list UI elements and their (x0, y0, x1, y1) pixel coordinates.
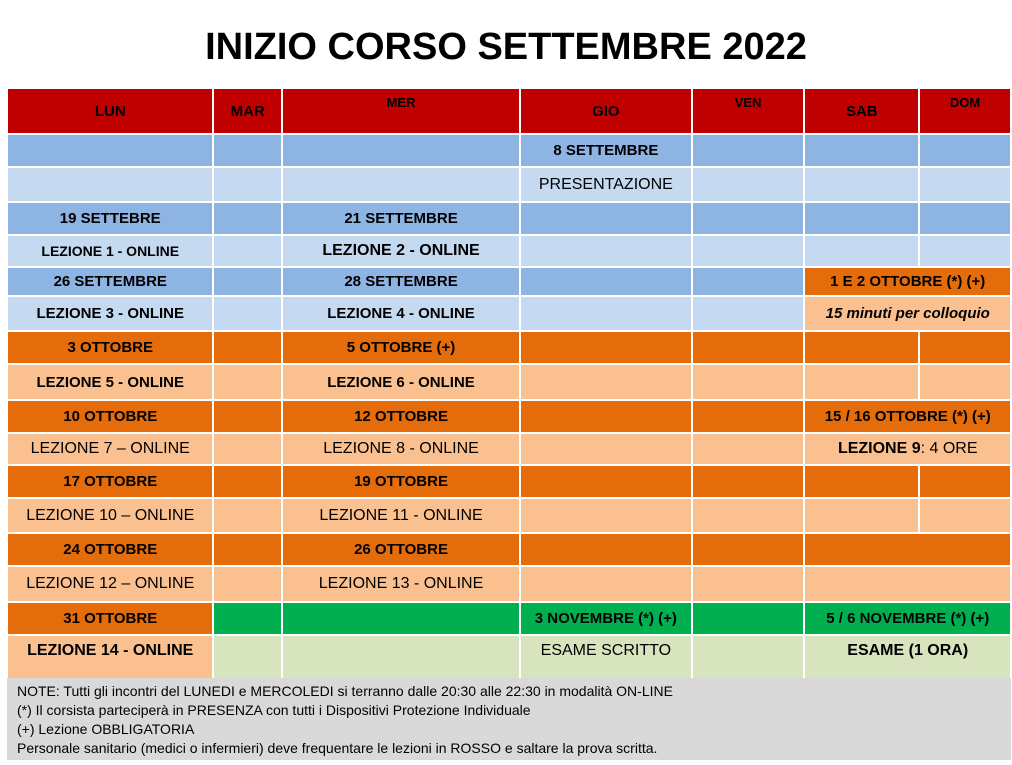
cell-date-lun: 19 SETTEBRE (7, 202, 213, 235)
header-ven: VEN (692, 88, 805, 134)
cell-empty (692, 267, 805, 296)
cell-empty (520, 433, 692, 465)
cell-empty (282, 602, 520, 635)
cell-empty (213, 364, 282, 400)
cell-empty (692, 602, 805, 635)
cell-lesson-lun: LEZIONE 10 – ONLINE (7, 498, 213, 533)
cell-empty (213, 167, 282, 202)
cell-empty (804, 331, 919, 364)
cell-lesson-lun: LEZIONE 12 – ONLINE (7, 566, 213, 602)
cell-empty (520, 498, 692, 533)
cell-empty (213, 331, 282, 364)
cell-empty (213, 433, 282, 465)
week-row (7, 533, 1011, 566)
week-row (7, 331, 1011, 364)
cell-date-weekend: 5 / 6 NOVEMBRE (*) (+) (804, 602, 1011, 635)
cell-empty (520, 566, 692, 602)
cell-empty (804, 134, 919, 167)
cell-empty (919, 134, 1011, 167)
lesson-row (7, 566, 1011, 602)
cell-empty (919, 364, 1011, 400)
lesson-row (7, 498, 1011, 533)
cell-empty (692, 296, 805, 331)
cell-empty (7, 167, 213, 202)
cell-empty (282, 134, 520, 167)
cell-empty (213, 635, 282, 682)
cell-date-weekend: 15 / 16 OTTOBRE (*) (+) (804, 400, 1011, 433)
cell-empty (692, 533, 805, 566)
cell-empty (520, 465, 692, 498)
cell-empty (804, 364, 919, 400)
cell-empty (919, 235, 1011, 267)
cell-empty (213, 566, 282, 602)
header-mar: MAR (213, 88, 282, 134)
page-title: INIZIO CORSO SETTEMBRE 2022 (205, 26, 807, 68)
cell-empty (804, 465, 919, 498)
cell-empty (692, 134, 805, 167)
lesson-row (7, 296, 1011, 331)
note-line: (*) Il corsista parteciperà in PRESENZA con tutti i Dispositivi Protezione Individuale (17, 702, 531, 718)
note-line: (+) Lezione OBBLIGATORIA (17, 721, 195, 737)
cell-empty (7, 134, 213, 167)
cell-empty (692, 167, 805, 202)
week-row (7, 465, 1011, 498)
cell-lesson-mer: LEZIONE 4 - ONLINE (282, 296, 520, 331)
calendar-table (6, 87, 1012, 683)
cell-empty (804, 202, 919, 235)
week-row (7, 267, 1011, 296)
cell-exam-gio: ESAME SCRITTO (520, 635, 692, 682)
cell-lesson-lun: LEZIONE 7 – ONLINE (7, 433, 213, 465)
lesson-9-label: LEZIONE 9 (837, 440, 921, 457)
cell-empty (520, 400, 692, 433)
cell-empty (282, 635, 520, 682)
cell-empty (213, 498, 282, 533)
cell-lesson-lun: LEZIONE 14 - ONLINE (7, 635, 213, 682)
cell-date-lun: 24 OTTOBRE (7, 533, 213, 566)
cell-lesson-mer: LEZIONE 11 - ONLINE (282, 498, 520, 533)
cell-empty (692, 235, 805, 267)
cell-date-mer: 28 SETTEMBRE (282, 267, 520, 296)
cell-lesson-weekend (804, 433, 1011, 465)
cell-empty (520, 533, 692, 566)
week-row (7, 134, 1011, 167)
lesson-9-duration: : 4 ORE (920, 440, 978, 457)
cell-date-mer: 26 OTTOBRE (282, 533, 520, 566)
lesson-row (7, 433, 1011, 465)
cell-empty (213, 235, 282, 267)
cell-lesson-lun: LEZIONE 1 - ONLINE (7, 235, 213, 267)
cell-empty (520, 296, 692, 331)
cell-date-mer: 19 OTTOBRE (282, 465, 520, 498)
note-line: Personale sanitario (medici o infermieri) deve frequentare le lezioni in ROSSO e saltare la prova scritta. (17, 740, 658, 756)
cell-date-lun: 10 OTTOBRE (7, 400, 213, 433)
cell-empty (692, 400, 805, 433)
cell-empty (692, 498, 805, 533)
cell-date-mer: 21 SETTEMBRE (282, 202, 520, 235)
cell-date-lun: 26 SETTEMBRE (7, 267, 213, 296)
header-sab: SAB (804, 88, 919, 134)
cell-lesson-mer: LEZIONE 8 - ONLINE (282, 433, 520, 465)
cell-date-gio: 3 NOVEMBRE (*) (+) (520, 602, 692, 635)
cell-empty (520, 331, 692, 364)
cell-empty (804, 533, 1011, 566)
cell-date-gio: 8 SETTEMBRE (520, 134, 692, 167)
cell-date-lun: 31 OTTOBRE (7, 602, 213, 635)
cell-empty (213, 296, 282, 331)
note-line: NOTE: Tutti gli incontri del LUNEDI e MERCOLEDI si terranno dalle 20:30 alle 22:30 in modalità ON-LINE (17, 683, 673, 699)
header-lun: LUN (7, 88, 213, 134)
cell-empty (213, 533, 282, 566)
cell-date-weekend: 1 E 2 OTTOBRE (*) (+) (804, 267, 1011, 296)
cell-lesson-lun: LEZIONE 3 - ONLINE (7, 296, 213, 331)
lesson-row (7, 635, 1011, 682)
cell-lesson-mer: LEZIONE 6 - ONLINE (282, 364, 520, 400)
header-row (7, 88, 1011, 134)
header-gio: GIO (520, 88, 692, 134)
cell-lesson-gio: PRESENTAZIONE (520, 167, 692, 202)
week-row (7, 400, 1011, 433)
cell-exam-weekend: ESAME (1 ORA) (804, 635, 1011, 682)
lesson-row (7, 364, 1011, 400)
cell-empty (692, 331, 805, 364)
cell-empty (919, 465, 1011, 498)
cell-empty (520, 364, 692, 400)
cell-date-mer: 12 OTTOBRE (282, 400, 520, 433)
cell-empty (213, 267, 282, 296)
week-row (7, 602, 1011, 635)
cell-empty (213, 202, 282, 235)
cell-empty (919, 331, 1011, 364)
cell-empty (804, 167, 919, 202)
cell-lesson-mer: LEZIONE 13 - ONLINE (282, 566, 520, 602)
cell-empty (804, 235, 919, 267)
notes-box (7, 678, 1011, 760)
cell-empty (804, 566, 1011, 602)
cell-empty (520, 267, 692, 296)
cell-empty (282, 167, 520, 202)
cell-lesson-mer: LEZIONE 2 - ONLINE (282, 235, 520, 267)
cell-date-mer: 5 OTTOBRE (+) (282, 331, 520, 364)
cell-date-lun: 17 OTTOBRE (7, 465, 213, 498)
cell-empty (213, 602, 282, 635)
cell-empty (804, 498, 919, 533)
lesson-row (7, 167, 1011, 202)
cell-empty (520, 235, 692, 267)
cell-empty (692, 433, 805, 465)
cell-empty (213, 134, 282, 167)
cell-lesson-weekend: 15 minuti per colloquio (804, 296, 1011, 331)
cell-empty (919, 498, 1011, 533)
header-mer: MER (282, 88, 520, 134)
cell-empty (213, 465, 282, 498)
cell-lesson-lun: LEZIONE 5 - ONLINE (7, 364, 213, 400)
cell-empty (520, 202, 692, 235)
week-row (7, 202, 1011, 235)
lesson-row (7, 235, 1011, 267)
cell-date-lun: 3 OTTOBRE (7, 331, 213, 364)
cell-empty (692, 202, 805, 235)
cell-empty (919, 167, 1011, 202)
cell-empty (692, 364, 805, 400)
header-dom: DOM (919, 88, 1011, 134)
cell-empty (692, 465, 805, 498)
cell-empty (692, 566, 805, 602)
cell-empty (919, 202, 1011, 235)
cell-empty (213, 400, 282, 433)
cell-empty (692, 635, 805, 682)
